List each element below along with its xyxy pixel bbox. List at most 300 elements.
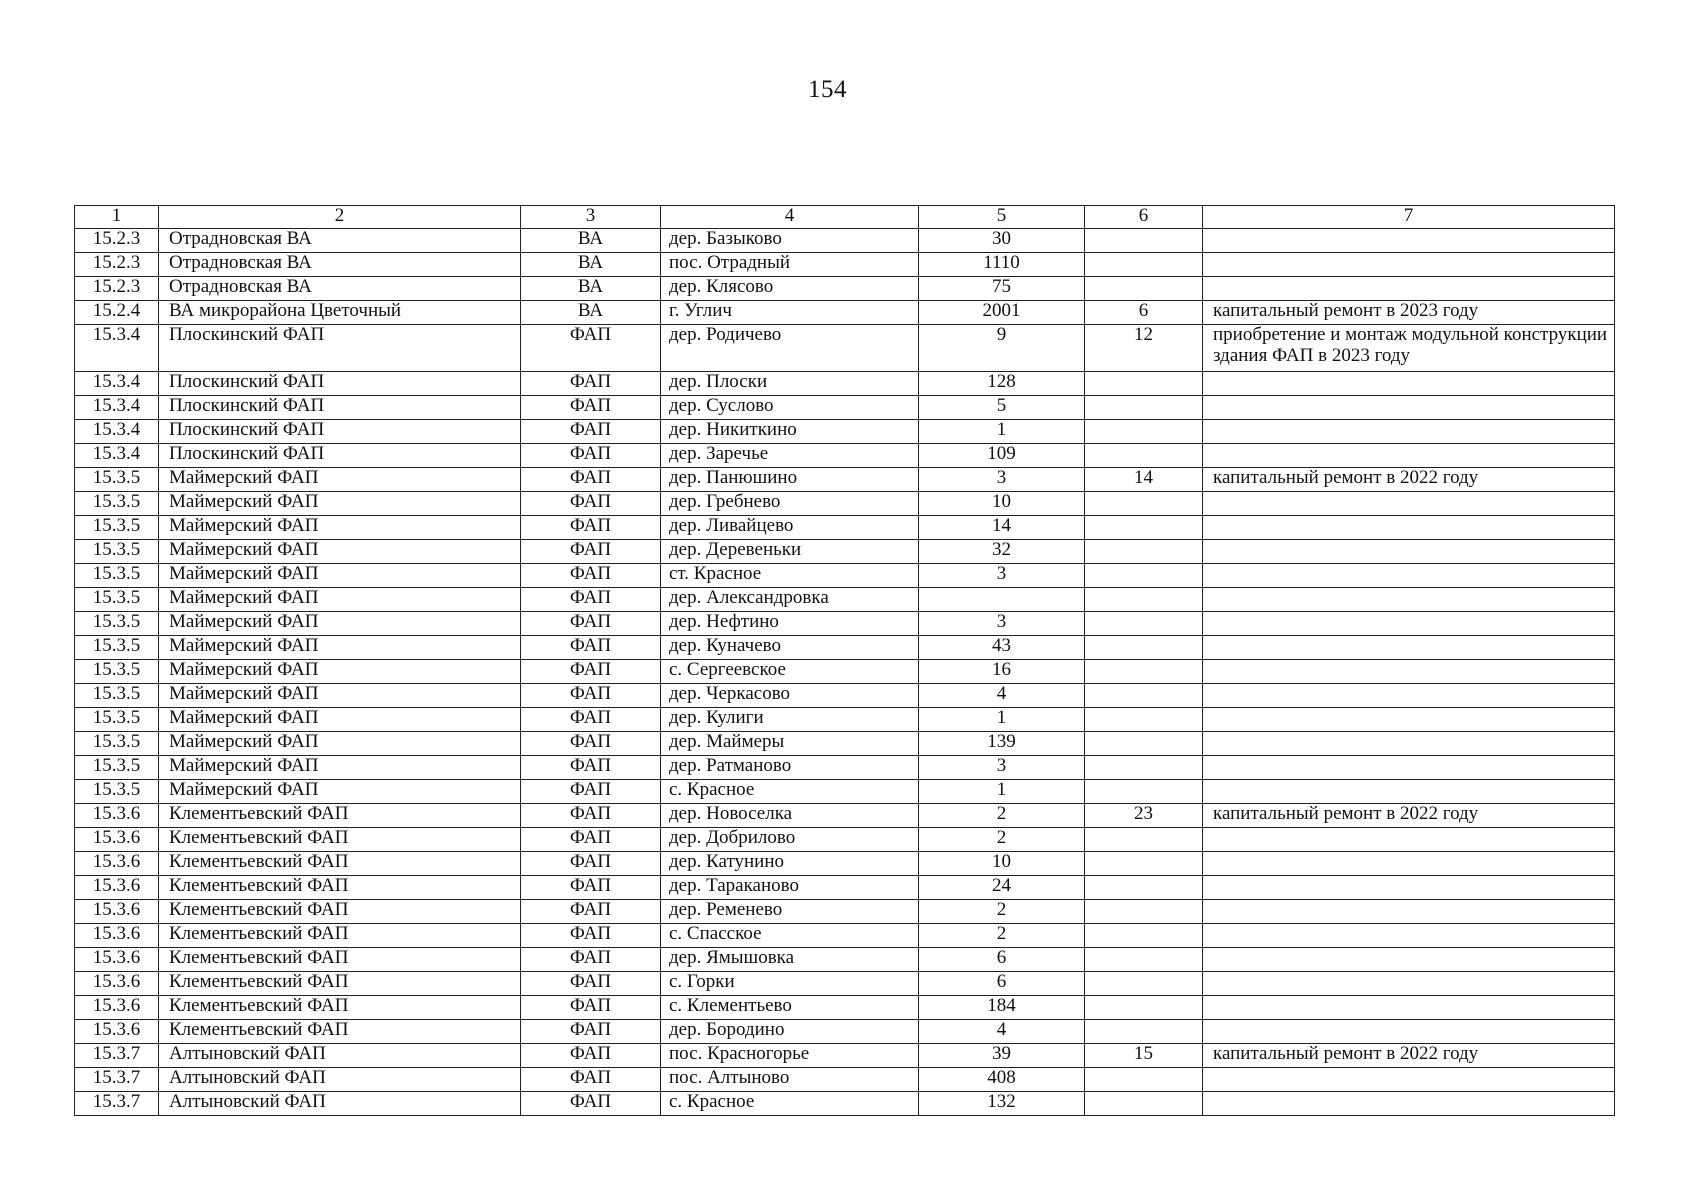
row-population-cell: 30 [919, 229, 1085, 253]
row-settlement-cell: с. Спасское [661, 924, 919, 948]
row-code-cell: 15.3.6 [75, 996, 159, 1020]
row-note-cell [1203, 253, 1615, 277]
row-type-cell: ФАП [521, 828, 661, 852]
row-distance-cell [1085, 277, 1203, 301]
row-population-cell: 16 [919, 660, 1085, 684]
row-note-cell [1203, 708, 1615, 732]
row-type-cell: ВА [521, 301, 661, 325]
row-settlement-cell: ст. Красное [661, 564, 919, 588]
row-population-cell: 184 [919, 996, 1085, 1020]
row-distance-cell: 23 [1085, 804, 1203, 828]
row-population-cell [919, 588, 1085, 612]
row-code-cell: 15.3.6 [75, 852, 159, 876]
row-population-cell: 128 [919, 372, 1085, 396]
row-institution-cell: Маймерский ФАП [159, 492, 521, 516]
row-type-cell: ФАП [521, 1092, 661, 1116]
row-institution-cell: Клементьевский ФАП [159, 924, 521, 948]
table-row [75, 948, 1615, 972]
row-type-cell: ФАП [521, 396, 661, 420]
header-row [75, 206, 1615, 229]
table-row [75, 420, 1615, 444]
row-code-cell: 15.3.5 [75, 468, 159, 492]
row-note-cell [1203, 972, 1615, 996]
row-type-cell: ФАП [521, 732, 661, 756]
row-settlement-cell: дер. Черкасово [661, 684, 919, 708]
row-distance-cell [1085, 492, 1203, 516]
row-distance-cell [1085, 1068, 1203, 1092]
row-settlement-cell: дер. Тараканово [661, 876, 919, 900]
row-distance-cell [1085, 852, 1203, 876]
page-number-text: 154 [808, 76, 847, 103]
row-code-cell: 15.3.5 [75, 588, 159, 612]
row-type-cell: ФАП [521, 372, 661, 396]
row-note-cell [1203, 588, 1615, 612]
row-code-cell: 15.3.6 [75, 924, 159, 948]
row-distance-cell [1085, 420, 1203, 444]
row-institution-cell: Плоскинский ФАП [159, 444, 521, 468]
row-settlement-cell: дер. Александровка [661, 588, 919, 612]
table-row [75, 277, 1615, 301]
row-type-cell: ФАП [521, 852, 661, 876]
row-distance-cell [1085, 444, 1203, 468]
row-note-cell [1203, 564, 1615, 588]
header-cell-2: 2 [159, 206, 521, 229]
row-type-cell: ФАП [521, 756, 661, 780]
row-code-cell: 15.3.4 [75, 420, 159, 444]
row-type-cell: ФАП [521, 564, 661, 588]
table-row [75, 1044, 1615, 1068]
row-type-cell: ФАП [521, 660, 661, 684]
table-row [75, 516, 1615, 540]
row-institution-cell: Маймерский ФАП [159, 636, 521, 660]
table-row [75, 732, 1615, 756]
row-institution-cell: Клементьевский ФАП [159, 1020, 521, 1044]
row-note-cell: капитальный ремонт в 2022 году [1203, 468, 1615, 492]
row-note-cell: капитальный ремонт в 2022 году [1203, 804, 1615, 828]
row-population-cell: 43 [919, 636, 1085, 660]
row-population-cell: 1 [919, 780, 1085, 804]
row-type-cell: ФАП [521, 516, 661, 540]
row-code-cell: 15.3.7 [75, 1092, 159, 1116]
row-population-cell: 6 [919, 948, 1085, 972]
row-settlement-cell: с. Красное [661, 780, 919, 804]
row-distance-cell [1085, 780, 1203, 804]
table-row [75, 804, 1615, 828]
table-row [75, 660, 1615, 684]
table-body [75, 229, 1615, 1116]
table-row [75, 852, 1615, 876]
row-code-cell: 15.3.7 [75, 1068, 159, 1092]
row-note-cell: приобретение и монтаж модульной конструкции здания ФАП в 2023 году [1203, 325, 1615, 372]
row-settlement-cell: дер. Никиткино [661, 420, 919, 444]
row-settlement-cell: дер. Клясово [661, 277, 919, 301]
row-type-cell: ВА [521, 277, 661, 301]
table-row [75, 708, 1615, 732]
row-distance-cell [1085, 708, 1203, 732]
row-distance-cell [1085, 972, 1203, 996]
row-code-cell: 15.3.7 [75, 1044, 159, 1068]
row-type-cell: ФАП [521, 1068, 661, 1092]
row-institution-cell: Отрадновская ВА [159, 229, 521, 253]
row-note-cell [1203, 900, 1615, 924]
row-note-cell [1203, 732, 1615, 756]
row-institution-cell: Маймерский ФАП [159, 708, 521, 732]
row-distance-cell [1085, 756, 1203, 780]
row-type-cell: ФАП [521, 325, 661, 372]
row-note-cell [1203, 756, 1615, 780]
table-row [75, 372, 1615, 396]
row-note-cell [1203, 636, 1615, 660]
table-row [75, 1092, 1615, 1116]
row-institution-cell: Отрадновская ВА [159, 253, 521, 277]
row-institution-cell: Клементьевский ФАП [159, 828, 521, 852]
row-note-cell [1203, 396, 1615, 420]
row-note-cell [1203, 948, 1615, 972]
row-type-cell: ВА [521, 229, 661, 253]
header-cell-3: 3 [521, 206, 661, 229]
table-row [75, 301, 1615, 325]
table-row [75, 468, 1615, 492]
row-code-cell: 15.2.3 [75, 253, 159, 277]
row-code-cell: 15.3.5 [75, 756, 159, 780]
row-type-cell: ФАП [521, 684, 661, 708]
table-row [75, 396, 1615, 420]
row-settlement-cell: дер. Маймеры [661, 732, 919, 756]
row-institution-cell: Плоскинский ФАП [159, 372, 521, 396]
row-population-cell: 4 [919, 684, 1085, 708]
table-row [75, 1020, 1615, 1044]
row-distance-cell [1085, 372, 1203, 396]
row-code-cell: 15.3.5 [75, 636, 159, 660]
row-settlement-cell: дер. Базыково [661, 229, 919, 253]
row-note-cell [1203, 996, 1615, 1020]
row-type-cell: ФАП [521, 876, 661, 900]
row-institution-cell: Маймерский ФАП [159, 612, 521, 636]
row-code-cell: 15.3.5 [75, 780, 159, 804]
row-population-cell: 2 [919, 828, 1085, 852]
row-distance-cell [1085, 876, 1203, 900]
row-code-cell: 15.3.6 [75, 900, 159, 924]
row-code-cell: 15.3.5 [75, 540, 159, 564]
row-type-cell: ВА [521, 253, 661, 277]
row-type-cell: ФАП [521, 420, 661, 444]
row-settlement-cell: дер. Ливайцево [661, 516, 919, 540]
row-settlement-cell: пос. Отрадный [661, 253, 919, 277]
table-row [75, 540, 1615, 564]
row-distance-cell [1085, 564, 1203, 588]
row-population-cell: 2 [919, 924, 1085, 948]
table-row [75, 564, 1615, 588]
row-institution-cell: Маймерский ФАП [159, 588, 521, 612]
header-cell-1: 1 [75, 206, 159, 229]
table-row [75, 588, 1615, 612]
row-institution-cell: Клементьевский ФАП [159, 996, 521, 1020]
row-institution-cell: Маймерский ФАП [159, 564, 521, 588]
row-type-cell: ФАП [521, 636, 661, 660]
row-note-cell [1203, 684, 1615, 708]
row-note-cell [1203, 1092, 1615, 1116]
table-row [75, 780, 1615, 804]
row-note-cell [1203, 612, 1615, 636]
row-settlement-cell: дер. Плоски [661, 372, 919, 396]
row-note-cell [1203, 516, 1615, 540]
row-distance-cell [1085, 1020, 1203, 1044]
table-row [75, 756, 1615, 780]
row-code-cell: 15.2.3 [75, 277, 159, 301]
row-institution-cell: Маймерский ФАП [159, 660, 521, 684]
row-note-cell [1203, 852, 1615, 876]
row-type-cell: ФАП [521, 948, 661, 972]
row-distance-cell [1085, 253, 1203, 277]
row-distance-cell [1085, 396, 1203, 420]
row-type-cell: ФАП [521, 708, 661, 732]
row-type-cell: ФАП [521, 540, 661, 564]
table-row [75, 444, 1615, 468]
row-type-cell: ФАП [521, 468, 661, 492]
row-code-cell: 15.3.5 [75, 660, 159, 684]
row-settlement-cell: дер. Кулиги [661, 708, 919, 732]
row-distance-cell [1085, 612, 1203, 636]
row-note-cell [1203, 1020, 1615, 1044]
row-note-cell [1203, 876, 1615, 900]
row-code-cell: 15.3.5 [75, 564, 159, 588]
row-distance-cell [1085, 660, 1203, 684]
row-type-cell: ФАП [521, 972, 661, 996]
registry-table [74, 205, 1615, 1116]
row-distance-cell [1085, 636, 1203, 660]
row-code-cell: 15.3.6 [75, 876, 159, 900]
page-number [0, 76, 1697, 104]
row-settlement-cell: пос. Алтыново [661, 1068, 919, 1092]
row-type-cell: ФАП [521, 780, 661, 804]
row-settlement-cell: с. Горки [661, 972, 919, 996]
row-settlement-cell: дер. Деревеньки [661, 540, 919, 564]
row-distance-cell: 14 [1085, 468, 1203, 492]
header-cell-6: 6 [1085, 206, 1203, 229]
row-institution-cell: Маймерский ФАП [159, 540, 521, 564]
row-distance-cell [1085, 684, 1203, 708]
row-population-cell: 408 [919, 1068, 1085, 1092]
row-code-cell: 15.2.3 [75, 229, 159, 253]
table-row [75, 996, 1615, 1020]
row-population-cell: 9 [919, 325, 1085, 372]
row-distance-cell [1085, 900, 1203, 924]
row-institution-cell: Клементьевский ФАП [159, 948, 521, 972]
row-note-cell [1203, 420, 1615, 444]
table-row [75, 876, 1615, 900]
row-settlement-cell: дер. Добрилово [661, 828, 919, 852]
table-row [75, 325, 1615, 372]
table-row [75, 900, 1615, 924]
row-institution-cell: Маймерский ФАП [159, 468, 521, 492]
row-note-cell: капитальный ремонт в 2023 году [1203, 301, 1615, 325]
row-institution-cell: Маймерский ФАП [159, 684, 521, 708]
table-row [75, 492, 1615, 516]
row-note-cell [1203, 229, 1615, 253]
row-distance-cell [1085, 948, 1203, 972]
row-type-cell: ФАП [521, 588, 661, 612]
row-distance-cell [1085, 732, 1203, 756]
row-settlement-cell: дер. Бородино [661, 1020, 919, 1044]
row-institution-cell: Клементьевский ФАП [159, 900, 521, 924]
row-settlement-cell: дер. Гребнево [661, 492, 919, 516]
row-note-cell: капитальный ремонт в 2022 году [1203, 1044, 1615, 1068]
row-settlement-cell: дер. Ременево [661, 900, 919, 924]
header-cell-4: 4 [661, 206, 919, 229]
table-row [75, 1068, 1615, 1092]
row-settlement-cell: с. Клементьево [661, 996, 919, 1020]
row-type-cell: ФАП [521, 1020, 661, 1044]
row-population-cell: 10 [919, 852, 1085, 876]
row-population-cell: 3 [919, 612, 1085, 636]
header-cell-5: 5 [919, 206, 1085, 229]
row-population-cell: 24 [919, 876, 1085, 900]
row-institution-cell: Алтыновский ФАП [159, 1068, 521, 1092]
row-institution-cell: Плоскинский ФАП [159, 325, 521, 372]
row-settlement-cell: дер. Нефтино [661, 612, 919, 636]
row-type-cell: ФАП [521, 924, 661, 948]
row-population-cell: 3 [919, 756, 1085, 780]
row-population-cell: 139 [919, 732, 1085, 756]
row-type-cell: ФАП [521, 996, 661, 1020]
row-code-cell: 15.2.4 [75, 301, 159, 325]
row-distance-cell [1085, 1092, 1203, 1116]
row-distance-cell [1085, 828, 1203, 852]
row-institution-cell: Клементьевский ФАП [159, 876, 521, 900]
row-institution-cell: ВА микрорайона Цветочный [159, 301, 521, 325]
row-note-cell [1203, 924, 1615, 948]
row-institution-cell: Клементьевский ФАП [159, 852, 521, 876]
row-distance-cell: 12 [1085, 325, 1203, 372]
row-type-cell: ФАП [521, 1044, 661, 1068]
row-population-cell: 75 [919, 277, 1085, 301]
row-population-cell: 1 [919, 420, 1085, 444]
row-code-cell: 15.3.4 [75, 372, 159, 396]
row-code-cell: 15.3.5 [75, 516, 159, 540]
row-code-cell: 15.3.6 [75, 828, 159, 852]
table-row [75, 828, 1615, 852]
row-population-cell: 2 [919, 804, 1085, 828]
row-distance-cell [1085, 516, 1203, 540]
row-type-cell: ФАП [521, 900, 661, 924]
row-code-cell: 15.3.6 [75, 1020, 159, 1044]
row-settlement-cell: дер. Новоселка [661, 804, 919, 828]
row-distance-cell [1085, 540, 1203, 564]
row-code-cell: 15.3.5 [75, 492, 159, 516]
row-code-cell: 15.3.6 [75, 948, 159, 972]
row-code-cell: 15.3.6 [75, 972, 159, 996]
row-population-cell: 39 [919, 1044, 1085, 1068]
row-distance-cell: 6 [1085, 301, 1203, 325]
row-settlement-cell: дер. Ямышовка [661, 948, 919, 972]
row-institution-cell: Маймерский ФАП [159, 732, 521, 756]
table-row [75, 684, 1615, 708]
row-settlement-cell: дер. Заречье [661, 444, 919, 468]
row-population-cell: 132 [919, 1092, 1085, 1116]
row-type-cell: ФАП [521, 444, 661, 468]
row-note-cell [1203, 1068, 1615, 1092]
row-institution-cell: Маймерский ФАП [159, 780, 521, 804]
table-row [75, 636, 1615, 660]
table-row [75, 972, 1615, 996]
row-institution-cell: Алтыновский ФАП [159, 1044, 521, 1068]
row-settlement-cell: г. Углич [661, 301, 919, 325]
row-code-cell: 15.3.5 [75, 732, 159, 756]
row-population-cell: 109 [919, 444, 1085, 468]
row-population-cell: 3 [919, 564, 1085, 588]
row-settlement-cell: дер. Куначево [661, 636, 919, 660]
row-distance-cell [1085, 588, 1203, 612]
table-row [75, 229, 1615, 253]
table-row [75, 924, 1615, 948]
row-note-cell [1203, 444, 1615, 468]
row-settlement-cell: с. Красное [661, 1092, 919, 1116]
row-type-cell: ФАП [521, 612, 661, 636]
row-distance-cell [1085, 924, 1203, 948]
row-population-cell: 1 [919, 708, 1085, 732]
row-population-cell: 6 [919, 972, 1085, 996]
row-code-cell: 15.3.5 [75, 708, 159, 732]
row-note-cell [1203, 828, 1615, 852]
row-distance-cell: 15 [1085, 1044, 1203, 1068]
row-institution-cell: Клементьевский ФАП [159, 804, 521, 828]
row-institution-cell: Плоскинский ФАП [159, 420, 521, 444]
row-settlement-cell: дер. Панюшино [661, 468, 919, 492]
row-population-cell: 14 [919, 516, 1085, 540]
row-institution-cell: Маймерский ФАП [159, 516, 521, 540]
row-settlement-cell: дер. Катунино [661, 852, 919, 876]
row-note-cell [1203, 540, 1615, 564]
row-note-cell [1203, 780, 1615, 804]
row-population-cell: 3 [919, 468, 1085, 492]
row-code-cell: 15.3.6 [75, 804, 159, 828]
row-settlement-cell: дер. Суслово [661, 396, 919, 420]
row-institution-cell: Алтыновский ФАП [159, 1092, 521, 1116]
row-note-cell [1203, 492, 1615, 516]
row-note-cell [1203, 660, 1615, 684]
row-settlement-cell: с. Сергеевское [661, 660, 919, 684]
row-code-cell: 15.3.5 [75, 684, 159, 708]
row-institution-cell: Клементьевский ФАП [159, 972, 521, 996]
row-code-cell: 15.3.4 [75, 325, 159, 372]
row-population-cell: 2 [919, 900, 1085, 924]
row-institution-cell: Маймерский ФАП [159, 756, 521, 780]
row-population-cell: 4 [919, 1020, 1085, 1044]
row-settlement-cell: дер. Ратманово [661, 756, 919, 780]
row-population-cell: 5 [919, 396, 1085, 420]
row-code-cell: 15.3.4 [75, 396, 159, 420]
row-note-cell [1203, 277, 1615, 301]
table-row [75, 253, 1615, 277]
row-population-cell: 2001 [919, 301, 1085, 325]
header-cell-7: 7 [1203, 206, 1615, 229]
row-population-cell: 10 [919, 492, 1085, 516]
row-settlement-cell: пос. Красногорье [661, 1044, 919, 1068]
row-type-cell: ФАП [521, 492, 661, 516]
row-type-cell: ФАП [521, 804, 661, 828]
row-distance-cell [1085, 229, 1203, 253]
row-note-cell [1203, 372, 1615, 396]
table-row [75, 612, 1615, 636]
row-code-cell: 15.3.4 [75, 444, 159, 468]
row-distance-cell [1085, 996, 1203, 1020]
row-settlement-cell: дер. Родичево [661, 325, 919, 372]
row-code-cell: 15.3.5 [75, 612, 159, 636]
row-institution-cell: Отрадновская ВА [159, 277, 521, 301]
row-population-cell: 1110 [919, 253, 1085, 277]
row-institution-cell: Плоскинский ФАП [159, 396, 521, 420]
row-population-cell: 32 [919, 540, 1085, 564]
